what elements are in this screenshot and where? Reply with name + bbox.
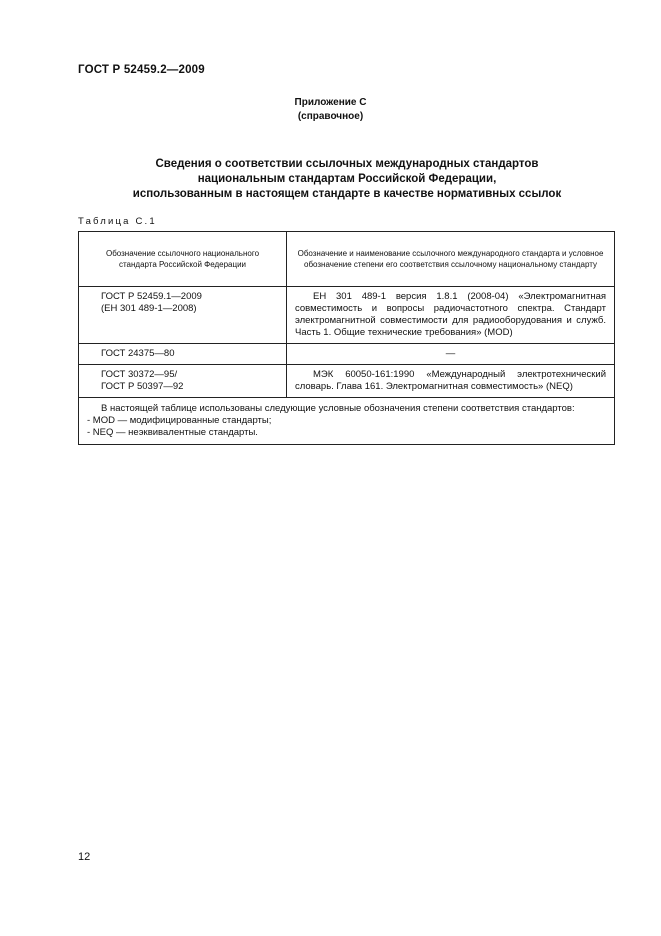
document-code: ГОСТ Р 52459.2—2009 — [78, 64, 205, 76]
international-standard-cell: ЕН 301 489-1 версия 1.8.1 (2008-04) «Электромагнитная совместимость и вопросы радиочастотного спектра. Стандарт электромагнитной совместимости для радиооборудования и служб. Часть 1. Общие технические требования» (MOD) — [287, 287, 615, 344]
national-standard-code-secondary: (ЕН 301 489-1—2008) — [101, 303, 197, 314]
appendix-heading — [0, 96, 661, 124]
table-footnote-row — [79, 398, 615, 445]
section-title — [78, 157, 616, 202]
page-number: 12 — [78, 851, 91, 863]
table-row — [79, 287, 615, 344]
appendix-title: Приложение С — [294, 97, 367, 108]
footnote-item-neq: - NEQ — неэквивалентные стандарты. — [87, 427, 258, 438]
national-standard-cell — [79, 344, 287, 365]
section-title-line-1: Сведения о соответствии ссылочных международных стандартов — [155, 158, 539, 170]
national-standard-code: ГОСТ Р 52459.1—2009 — [101, 291, 202, 302]
table-row — [79, 365, 615, 398]
international-standard-cell: — — [287, 344, 615, 365]
national-standard-code: ГОСТ 30372—95/ — [101, 369, 178, 380]
footnote-intro: В настоящей таблице использованы следующие условные обозначения степени соответствия стандартов: — [101, 403, 575, 414]
footnote-item-mod: - MOD — модифицированные стандарты; — [87, 415, 272, 426]
national-standard-code-secondary: ГОСТ Р 50397—92 — [101, 381, 184, 392]
national-standard-cell — [79, 365, 287, 398]
correspondence-table — [78, 231, 615, 445]
national-standard-code: ГОСТ 24375—80 — [101, 348, 175, 359]
header-national-standard: Обозначение ссылочного национального стандарта Российской Федерации — [79, 232, 287, 287]
table-header-row — [79, 232, 615, 287]
national-standard-cell — [79, 287, 287, 344]
appendix-subtitle: (справочное) — [297, 111, 364, 122]
table-row — [79, 344, 615, 365]
international-standard-cell: МЭК 60050-161:1990 «Международный электротехнический словарь. Глава 161. Электромагнитная совместимость» (NEQ) — [287, 365, 615, 398]
section-title-line-3: использованным в настоящем стандарте в качестве нормативных ссылок — [132, 188, 562, 200]
section-title-line-2: национальным стандартам Российской Федерации, — [197, 173, 497, 185]
table-label: Таблица С.1 — [78, 216, 157, 227]
table-footnote — [79, 398, 615, 445]
header-international-standard: Обозначение и наименование ссылочного международного стандарта и условное обозначение степени его соответствия ссылочному национальному стандарту — [287, 232, 615, 287]
